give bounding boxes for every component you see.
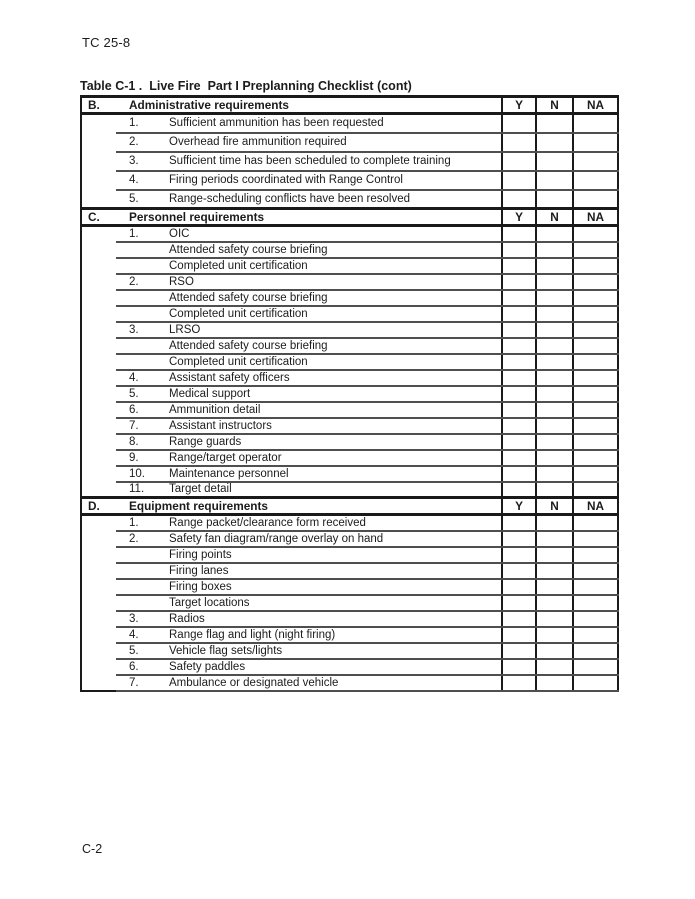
checklist-item-row — [81, 190, 618, 209]
answer-cell-y — [502, 370, 536, 386]
answer-cell-n — [536, 675, 573, 691]
answer-cell-y — [502, 354, 536, 370]
answer-cell-y — [502, 290, 536, 306]
answer-cell-na — [573, 595, 618, 611]
answer-cell-y — [502, 226, 536, 242]
checklist-item-row — [81, 322, 618, 338]
item-text: Range guards — [166, 434, 502, 450]
checklist-item-row — [81, 450, 618, 466]
item-text: Overhead fire ammunition required — [166, 133, 502, 152]
item-text: Firing boxes — [166, 579, 502, 595]
answer-cell-y — [502, 547, 536, 563]
answer-cell-na — [573, 466, 618, 482]
item-text: Range packet/clearance form received — [166, 515, 502, 531]
item-text: Vehicle flag sets/lights — [166, 643, 502, 659]
column-header-y: Y — [502, 498, 536, 515]
answer-cell-n — [536, 274, 573, 290]
item-text: Completed unit certification — [166, 306, 502, 322]
table-title: Table C-1 . Live Fire Part I Preplanning Checklist (cont) — [80, 79, 412, 93]
section-title: Equipment requirements — [116, 498, 502, 515]
answer-cell-na — [573, 322, 618, 338]
item-text: Safety fan diagram/range overlay on hand — [166, 531, 502, 547]
answer-cell-y — [502, 190, 536, 209]
checklist-item-row — [81, 579, 618, 595]
answer-cell-n — [536, 114, 573, 133]
answer-cell-na — [573, 402, 618, 418]
answer-cell-n — [536, 659, 573, 675]
checklist-item-row — [81, 274, 618, 290]
item-text: RSO — [166, 274, 502, 290]
answer-cell-y — [502, 402, 536, 418]
checklist-item-row — [81, 290, 618, 306]
section-gutter — [81, 515, 116, 691]
answer-cell-y — [502, 627, 536, 643]
checklist-item-row — [81, 547, 618, 563]
answer-cell-na — [573, 114, 618, 133]
item-text: Target locations — [166, 595, 502, 611]
section-gutter — [81, 114, 116, 209]
checklist-item-row — [81, 114, 618, 133]
answer-cell-y — [502, 579, 536, 595]
checklist-item-row — [81, 482, 618, 498]
item-text: Attended safety course briefing — [166, 242, 502, 258]
item-number: 9. — [116, 450, 166, 466]
item-number — [116, 354, 166, 370]
item-text: Assistant instructors — [166, 418, 502, 434]
answer-cell-na — [573, 306, 618, 322]
item-number: 1. — [116, 114, 166, 133]
answer-cell-n — [536, 354, 573, 370]
checklist-item-row — [81, 226, 618, 242]
answer-cell-na — [573, 482, 618, 498]
answer-cell-na — [573, 579, 618, 595]
answer-cell-n — [536, 370, 573, 386]
answer-cell-na — [573, 611, 618, 627]
answer-cell-na — [573, 242, 618, 258]
answer-cell-y — [502, 611, 536, 627]
answer-cell-y — [502, 563, 536, 579]
item-text: Maintenance personnel — [166, 466, 502, 482]
answer-cell-y — [502, 322, 536, 338]
answer-cell-na — [573, 274, 618, 290]
answer-cell-na — [573, 643, 618, 659]
item-number — [116, 338, 166, 354]
column-header-na: NA — [573, 97, 618, 114]
column-header-n: N — [536, 209, 573, 226]
item-text: Assistant safety officers — [166, 370, 502, 386]
column-header-na: NA — [573, 209, 618, 226]
answer-cell-n — [536, 171, 573, 190]
item-number: 10. — [116, 466, 166, 482]
item-text: Ammunition detail — [166, 402, 502, 418]
answer-cell-n — [536, 466, 573, 482]
item-text: Firing periods coordinated with Range Control — [166, 171, 502, 190]
answer-cell-n — [536, 547, 573, 563]
section-gutter — [81, 226, 116, 498]
item-number — [116, 579, 166, 595]
item-text: Sufficient ammunition has been requested — [166, 114, 502, 133]
answer-cell-y — [502, 595, 536, 611]
checklist-item-row — [81, 434, 618, 450]
item-text: Firing points — [166, 547, 502, 563]
item-text: Range flag and light (night firing) — [166, 627, 502, 643]
item-text: Sufficient time has been scheduled to complete training — [166, 152, 502, 171]
answer-cell-n — [536, 579, 573, 595]
item-text: Firing lanes — [166, 563, 502, 579]
answer-cell-n — [536, 386, 573, 402]
item-number: 4. — [116, 171, 166, 190]
answer-cell-n — [536, 258, 573, 274]
answer-cell-n — [536, 611, 573, 627]
item-number: 11. — [116, 482, 166, 498]
item-number: 8. — [116, 434, 166, 450]
answer-cell-na — [573, 226, 618, 242]
checklist-item-row — [81, 338, 618, 354]
item-number: 6. — [116, 402, 166, 418]
answer-cell-y — [502, 515, 536, 531]
column-header-y: Y — [502, 209, 536, 226]
checklist-item-row — [81, 466, 618, 482]
column-header-y: Y — [502, 97, 536, 114]
checklist-item-row — [81, 242, 618, 258]
answer-cell-na — [573, 450, 618, 466]
section-letter: C. — [81, 209, 116, 226]
answer-cell-y — [502, 114, 536, 133]
answer-cell-y — [502, 418, 536, 434]
answer-cell-n — [536, 595, 573, 611]
answer-cell-y — [502, 242, 536, 258]
answer-cell-y — [502, 258, 536, 274]
answer-cell-y — [502, 675, 536, 691]
answer-cell-y — [502, 531, 536, 547]
checklist-item-row — [81, 402, 618, 418]
item-number: 4. — [116, 370, 166, 386]
answer-cell-n — [536, 627, 573, 643]
checklist-item-row — [81, 258, 618, 274]
answer-cell-n — [536, 643, 573, 659]
column-header-n: N — [536, 498, 573, 515]
section-letter: B. — [81, 97, 116, 114]
answer-cell-na — [573, 290, 618, 306]
item-text: Radios — [166, 611, 502, 627]
answer-cell-y — [502, 386, 536, 402]
answer-cell-na — [573, 531, 618, 547]
checklist-item-row — [81, 133, 618, 152]
answer-cell-na — [573, 386, 618, 402]
item-text: OIC — [166, 226, 502, 242]
item-number: 3. — [116, 322, 166, 338]
item-number — [116, 290, 166, 306]
answer-cell-y — [502, 659, 536, 675]
answer-cell-n — [536, 402, 573, 418]
checklist-item-row — [81, 531, 618, 547]
answer-cell-n — [536, 531, 573, 547]
item-number: 6. — [116, 659, 166, 675]
item-number: 2. — [116, 133, 166, 152]
checklist-item-row — [81, 611, 618, 627]
answer-cell-y — [502, 482, 536, 498]
item-number: 4. — [116, 627, 166, 643]
answer-cell-n — [536, 190, 573, 209]
section-title: Administrative requirements — [116, 97, 502, 114]
item-number: 5. — [116, 643, 166, 659]
answer-cell-n — [536, 338, 573, 354]
answer-cell-y — [502, 171, 536, 190]
answer-cell-na — [573, 370, 618, 386]
answer-cell-n — [536, 322, 573, 338]
column-header-na: NA — [573, 498, 618, 515]
item-text: Range/target operator — [166, 450, 502, 466]
checklist-item-row — [81, 643, 618, 659]
item-text: Safety paddles — [166, 659, 502, 675]
answer-cell-na — [573, 190, 618, 209]
section-header-row — [81, 209, 618, 226]
checklist-item-row — [81, 306, 618, 322]
item-number: 2. — [116, 531, 166, 547]
answer-cell-y — [502, 133, 536, 152]
answer-cell-n — [536, 450, 573, 466]
answer-cell-na — [573, 659, 618, 675]
checklist-table — [80, 95, 619, 692]
answer-cell-na — [573, 418, 618, 434]
section-header-row — [81, 97, 618, 114]
section-letter: D. — [81, 498, 116, 515]
section-header-row — [81, 498, 618, 515]
answer-cell-na — [573, 354, 618, 370]
answer-cell-na — [573, 563, 618, 579]
answer-cell-n — [536, 306, 573, 322]
answer-cell-n — [536, 434, 573, 450]
item-number — [116, 563, 166, 579]
doc-number: TC 25-8 — [82, 35, 131, 50]
checklist-item-row — [81, 595, 618, 611]
checklist-item-row — [81, 627, 618, 643]
item-text: Completed unit certification — [166, 258, 502, 274]
checklist-item-row — [81, 370, 618, 386]
answer-cell-y — [502, 643, 536, 659]
answer-cell-n — [536, 290, 573, 306]
answer-cell-na — [573, 133, 618, 152]
item-number: 1. — [116, 515, 166, 531]
answer-cell-na — [573, 627, 618, 643]
checklist-item-row — [81, 563, 618, 579]
answer-cell-na — [573, 338, 618, 354]
item-text: Ambulance or designated vehicle — [166, 675, 502, 691]
page-number: C-2 — [82, 842, 103, 856]
answer-cell-n — [536, 226, 573, 242]
answer-cell-na — [573, 258, 618, 274]
item-number: 3. — [116, 152, 166, 171]
answer-cell-y — [502, 466, 536, 482]
answer-cell-y — [502, 450, 536, 466]
answer-cell-na — [573, 434, 618, 450]
answer-cell-n — [536, 133, 573, 152]
item-text: Target detail — [166, 482, 502, 498]
item-number — [116, 547, 166, 563]
checklist-item-row — [81, 152, 618, 171]
item-text: Completed unit certification — [166, 354, 502, 370]
answer-cell-y — [502, 306, 536, 322]
item-text: LRSO — [166, 322, 502, 338]
item-number: 1. — [116, 226, 166, 242]
item-number: 3. — [116, 611, 166, 627]
item-number: 5. — [116, 190, 166, 209]
answer-cell-na — [573, 152, 618, 171]
checklist-item-row — [81, 171, 618, 190]
item-text: Range-scheduling conflicts have been resolved — [166, 190, 502, 209]
item-number — [116, 242, 166, 258]
checklist-item-row — [81, 354, 618, 370]
checklist-item-row — [81, 675, 618, 691]
item-text: Attended safety course briefing — [166, 338, 502, 354]
answer-cell-na — [573, 171, 618, 190]
checklist-item-row — [81, 515, 618, 531]
column-header-n: N — [536, 97, 573, 114]
answer-cell-na — [573, 515, 618, 531]
answer-cell-n — [536, 242, 573, 258]
item-number: 5. — [116, 386, 166, 402]
item-number — [116, 306, 166, 322]
answer-cell-n — [536, 152, 573, 171]
item-number: 7. — [116, 418, 166, 434]
answer-cell-n — [536, 515, 573, 531]
item-text: Medical support — [166, 386, 502, 402]
answer-cell-y — [502, 434, 536, 450]
answer-cell-n — [536, 418, 573, 434]
item-number: 7. — [116, 675, 166, 691]
answer-cell-n — [536, 482, 573, 498]
item-number: 2. — [116, 274, 166, 290]
item-number — [116, 595, 166, 611]
answer-cell-y — [502, 338, 536, 354]
section-title: Personnel requirements — [116, 209, 502, 226]
answer-cell-y — [502, 274, 536, 290]
answer-cell-y — [502, 152, 536, 171]
answer-cell-na — [573, 675, 618, 691]
answer-cell-n — [536, 563, 573, 579]
checklist-item-row — [81, 386, 618, 402]
checklist-item-row — [81, 418, 618, 434]
item-number — [116, 258, 166, 274]
item-text: Attended safety course briefing — [166, 290, 502, 306]
checklist-item-row — [81, 659, 618, 675]
answer-cell-na — [573, 547, 618, 563]
